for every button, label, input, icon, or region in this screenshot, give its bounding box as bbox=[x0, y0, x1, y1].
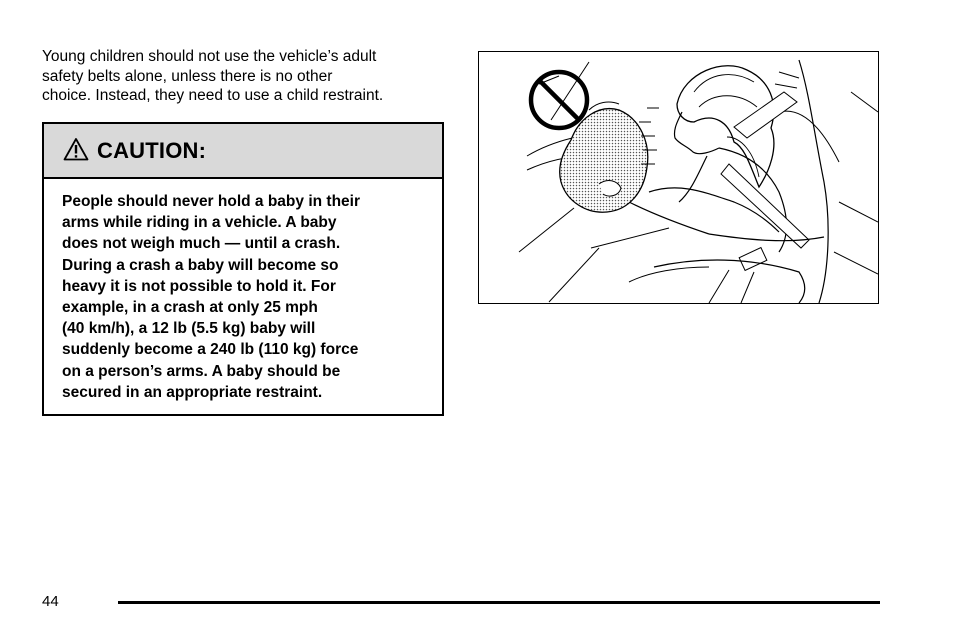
footer-rule bbox=[118, 601, 880, 604]
caution-box bbox=[42, 122, 444, 416]
caution-line: heavy it is not possible to hold it. For bbox=[62, 277, 336, 295]
prohibition-sign-icon bbox=[531, 72, 587, 128]
warning-triangle-icon bbox=[63, 137, 89, 161]
page-number: 44 bbox=[42, 593, 59, 610]
caution-line: example, in a crash at only 25 mph bbox=[62, 299, 318, 317]
caution-line: secured in an appropriate restraint. bbox=[62, 383, 323, 401]
intro-paragraph bbox=[42, 47, 452, 106]
woman-holding-baby-illustration bbox=[479, 52, 878, 303]
illustration-frame bbox=[478, 51, 879, 304]
caution-line: does not weigh much — until a crash. bbox=[62, 235, 341, 253]
caution-line: During a crash a baby will become so bbox=[62, 256, 339, 274]
caution-line: (40 km/h), a 12 lb (5.5 kg) baby will bbox=[62, 320, 316, 338]
caution-line: on a person’s arms. A baby should be bbox=[62, 362, 341, 380]
caution-text bbox=[44, 179, 442, 403]
caution-line: People should never hold a baby in their bbox=[62, 193, 360, 210]
intro-line: Young children should not use the vehicle’s adult bbox=[42, 48, 377, 65]
intro-line: choice. Instead, they need to use a child restraint. bbox=[42, 87, 384, 104]
caution-title: CAUTION: bbox=[97, 137, 207, 163]
intro-line: safety belts alone, unless there is no other bbox=[42, 67, 333, 85]
caution-header bbox=[44, 124, 442, 179]
caution-line: arms while riding in a vehicle. A baby bbox=[62, 214, 337, 232]
caution-line: suddenly become a 240 lb (110 kg) force bbox=[62, 341, 359, 359]
